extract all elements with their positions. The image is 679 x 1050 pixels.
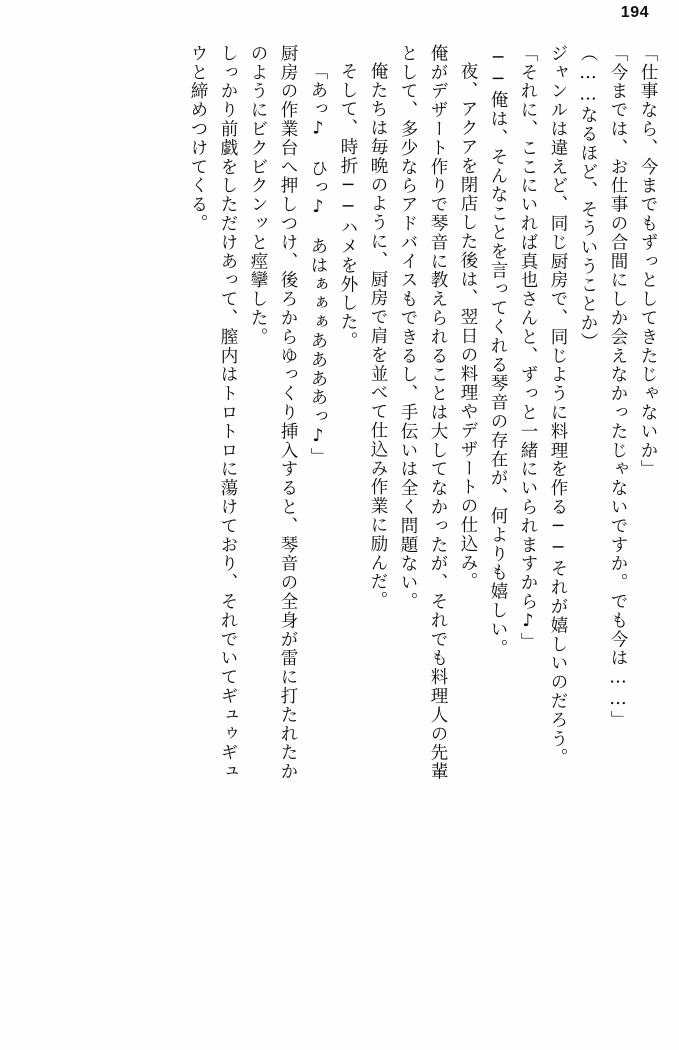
text-line: 「今までは、お仕事の合間にしか会えなかったじゃないですか。でも今は……」 <box>608 44 628 730</box>
text-line: として、多少ならアドバイスもできるし、手伝いは全く問題ない。 <box>398 44 418 611</box>
text-line: そして、時折──ハメを外した。 <box>338 62 358 351</box>
text-line: ジャンルは違えど、同じ厨房で、同じように料理を作る──それが嬉しいのだろう。 <box>548 44 568 768</box>
text-line: 「あっ♪ ひっ♪ あはぁぁぁああああっ♪」 <box>308 62 328 467</box>
text-line: 「仕事なら、今までもずっとしてきたじゃないか」 <box>638 44 658 479</box>
vertical-text-body <box>14 44 663 1044</box>
text-line: 「それに、ここにいれば真也さんと、ずっと一緒にいられますから♪」 <box>518 44 538 652</box>
text-line: のようにビクビクンッと痙攣した。 <box>248 44 268 347</box>
text-line: 俺たちは毎晩のように、厨房で肩を並べて仕込み作業に励んだ。 <box>368 62 388 611</box>
text-line: 厨房の作業台へ押しつけ、後ろからゆっくり挿入すると、琴音の全身が雷に打たれたか <box>278 44 298 782</box>
text-line: 俺がデザート作りで琴音に教えられることは大してなかったが、それでも料理人の先輩 <box>428 44 448 782</box>
text-line: ──俺は、そんなことを言ってくれる琴音の存在が、何よりも嬉しい。 <box>488 48 508 658</box>
page-number: 194 <box>620 4 649 21</box>
text-line: 夜、アクアを閉店した後は、翌日の料理やデザートの仕込み。 <box>458 62 478 592</box>
text-line: （……なるほど、そういうことか） <box>578 44 598 352</box>
text-line: しっかり前戯をしただけあって、膣内はトロトロに蕩けており、それでいてギュゥギュ <box>218 44 238 782</box>
text-line: ウと締めつけてくる。 <box>188 44 208 233</box>
